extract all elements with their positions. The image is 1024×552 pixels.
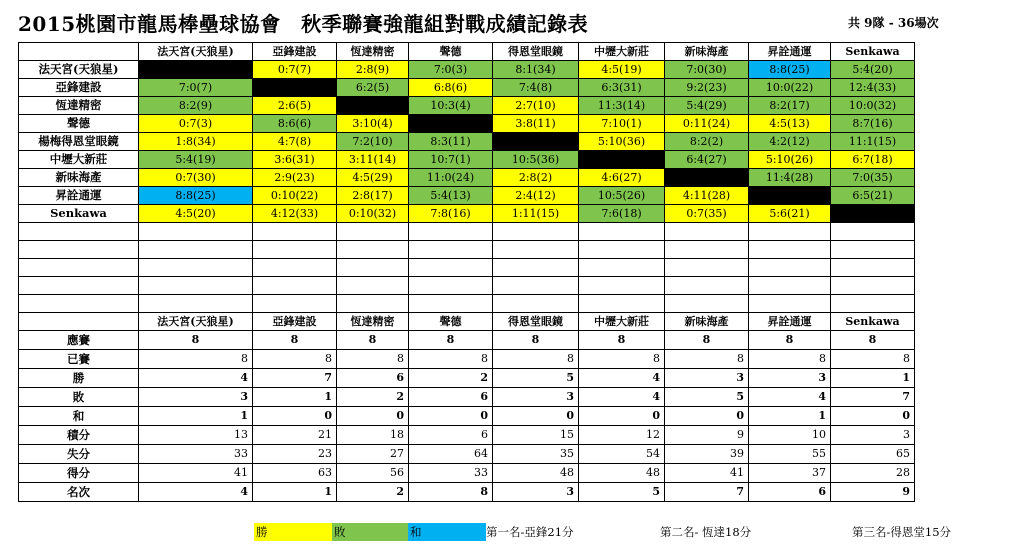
result-cell: 10:5(36) (493, 151, 579, 169)
summary-value: 63 (253, 464, 337, 483)
summary-value: 4 (579, 369, 665, 388)
blank-row (19, 223, 915, 241)
summary-row (19, 445, 915, 464)
summary-row (19, 407, 915, 426)
blank-cell (665, 223, 749, 241)
blank-cell (831, 277, 915, 295)
legend-tie: 和 (408, 523, 486, 541)
result-cell: 8:8(25) (749, 61, 831, 79)
results-team-header: 昇詮通運 (749, 43, 831, 61)
result-cell: 7:10(1) (579, 115, 665, 133)
result-cell: 5:4(29) (665, 97, 749, 115)
results-team-header: 新味海產 (665, 43, 749, 61)
blank-row (19, 295, 915, 313)
row-team-label: 新味海產 (19, 169, 139, 187)
blank-cell (337, 259, 409, 277)
blank-cell (493, 223, 579, 241)
summary-value: 8 (579, 350, 665, 369)
results-corner-cell (19, 43, 139, 61)
legend-first-place: 第一名-亞鋒21分 (486, 525, 574, 539)
self-match-cell (831, 205, 915, 223)
result-cell: 0:7(7) (253, 61, 337, 79)
result-cell: 6:2(5) (337, 79, 409, 97)
blank-cell (19, 277, 139, 295)
self-match-cell (749, 187, 831, 205)
summary-value: 1 (253, 388, 337, 407)
summary-team-header: 昇詮通運 (749, 313, 831, 331)
summary-value: 6 (337, 369, 409, 388)
result-cell: 7:0(3) (409, 61, 493, 79)
summary-row (19, 388, 915, 407)
result-cell: 8:2(2) (665, 133, 749, 151)
result-cell: 4:2(12) (749, 133, 831, 151)
summary-value: 4 (139, 483, 253, 502)
summary-value: 0 (493, 407, 579, 426)
results-team-header: 中壢大新莊 (579, 43, 665, 61)
result-cell: 8:2(9) (139, 97, 253, 115)
summary-value: 41 (665, 464, 749, 483)
legend-loss: 敗 (332, 523, 410, 541)
blank-cell (579, 295, 665, 313)
summary-value: 3 (749, 369, 831, 388)
self-match-cell (337, 97, 409, 115)
blank-cell (579, 277, 665, 295)
blank-cell (493, 259, 579, 277)
summary-value: 56 (337, 464, 409, 483)
results-row (19, 151, 915, 169)
result-cell: 6:7(18) (831, 151, 915, 169)
summary-label: 和 (19, 407, 139, 426)
summary-value: 15 (493, 426, 579, 445)
summary-value: 8 (831, 350, 915, 369)
summary-team-header: 恆達精密 (337, 313, 409, 331)
blank-row (19, 259, 915, 277)
summary-label: 得分 (19, 464, 139, 483)
result-cell: 1:11(15) (493, 205, 579, 223)
summary-value: 27 (337, 445, 409, 464)
result-cell: 11:3(14) (579, 97, 665, 115)
result-cell: 4:6(27) (579, 169, 665, 187)
summary-value: 33 (139, 445, 253, 464)
summary-value: 8 (409, 331, 493, 350)
result-cell: 0:7(30) (139, 169, 253, 187)
summary-value: 6 (749, 483, 831, 502)
summary-label: 失分 (19, 445, 139, 464)
blank-cell (139, 241, 253, 259)
result-cell: 9:2(23) (665, 79, 749, 97)
summary-row (19, 426, 915, 445)
summary-value: 4 (139, 369, 253, 388)
summary-value: 0 (831, 407, 915, 426)
result-cell: 6:8(6) (409, 79, 493, 97)
summary-value: 33 (409, 464, 493, 483)
summary-row (19, 369, 915, 388)
result-cell: 3:10(4) (337, 115, 409, 133)
self-match-cell (493, 133, 579, 151)
summary-value: 54 (579, 445, 665, 464)
summary-value: 13 (139, 426, 253, 445)
result-cell: 10:3(4) (409, 97, 493, 115)
summary-value: 48 (493, 464, 579, 483)
result-cell: 4:5(19) (579, 61, 665, 79)
summary-value: 3 (493, 483, 579, 502)
blank-cell (831, 295, 915, 313)
blank-cell (831, 259, 915, 277)
summary-value: 2 (337, 483, 409, 502)
summary-label: 敗 (19, 388, 139, 407)
result-cell: 7:6(18) (579, 205, 665, 223)
result-cell: 0:10(32) (337, 205, 409, 223)
summary-value: 64 (409, 445, 493, 464)
result-cell: 5:4(13) (409, 187, 493, 205)
blank-cell (579, 241, 665, 259)
legend-win: 勝 (254, 523, 332, 541)
result-cell: 4:5(13) (749, 115, 831, 133)
summary-value: 6 (409, 426, 493, 445)
result-cell: 12:4(33) (831, 79, 915, 97)
summary-team-header: 中壢大新莊 (579, 313, 665, 331)
blank-cell (19, 295, 139, 313)
summary-label: 已賽 (19, 350, 139, 369)
result-cell: 6:4(27) (665, 151, 749, 169)
result-cell: 5:4(20) (831, 61, 915, 79)
result-cell: 7:4(8) (493, 79, 579, 97)
summary-value: 8 (831, 331, 915, 350)
row-team-label: 聲德 (19, 115, 139, 133)
self-match-cell (253, 79, 337, 97)
result-cell: 4:5(20) (139, 205, 253, 223)
blank-cell (409, 223, 493, 241)
blank-cell (579, 223, 665, 241)
blank-cell (665, 241, 749, 259)
blank-cell (493, 295, 579, 313)
result-cell: 10:5(26) (579, 187, 665, 205)
summary-value: 0 (409, 407, 493, 426)
blank-cell (19, 223, 139, 241)
summary-value: 39 (665, 445, 749, 464)
result-cell: 2:8(17) (337, 187, 409, 205)
results-team-header: Senkawa (831, 43, 915, 61)
row-team-label: 恆達精密 (19, 97, 139, 115)
blank-cell (749, 277, 831, 295)
blank-cell (19, 241, 139, 259)
result-cell: 2:8(2) (493, 169, 579, 187)
result-cell: 4:12(33) (253, 205, 337, 223)
summary-value: 35 (493, 445, 579, 464)
results-row (19, 97, 915, 115)
row-team-label: Senkawa (19, 205, 139, 223)
summary-value: 8 (665, 331, 749, 350)
result-cell: 4:5(29) (337, 169, 409, 187)
results-row (19, 169, 915, 187)
blank-cell (409, 241, 493, 259)
blank-cell (409, 295, 493, 313)
summary-value: 0 (253, 407, 337, 426)
results-row (19, 61, 915, 79)
result-cell: 10:0(22) (749, 79, 831, 97)
results-table (18, 42, 915, 502)
result-cell: 10:0(32) (831, 97, 915, 115)
result-cell: 3:8(11) (493, 115, 579, 133)
blank-cell (665, 295, 749, 313)
summary-value: 8 (337, 350, 409, 369)
summary-value: 10 (749, 426, 831, 445)
summary-value: 8 (139, 331, 253, 350)
result-cell: 8:8(25) (139, 187, 253, 205)
row-team-label: 楊梅得恩堂眼鏡 (19, 133, 139, 151)
summary-value: 3 (831, 426, 915, 445)
summary-value: 23 (253, 445, 337, 464)
blank-cell (337, 277, 409, 295)
summary-value: 4 (749, 388, 831, 407)
summary-value: 8 (253, 331, 337, 350)
summary-value: 8 (337, 331, 409, 350)
summary-value: 18 (337, 426, 409, 445)
self-match-cell (665, 169, 749, 187)
result-cell: 4:11(28) (665, 187, 749, 205)
summary-value: 21 (253, 426, 337, 445)
summary-team-header: 得恩堂眼鏡 (493, 313, 579, 331)
page-title: 2015桃園市龍馬棒壘球協會 秋季聯賽強龍組對戰成績記錄表 (18, 12, 589, 36)
self-match-cell (409, 115, 493, 133)
result-cell: 5:10(36) (579, 133, 665, 151)
summary-team-header: 新味海產 (665, 313, 749, 331)
row-team-label: 昇詮通運 (19, 187, 139, 205)
result-cell: 5:10(26) (749, 151, 831, 169)
summary-value: 1 (253, 483, 337, 502)
results-team-header: 法天宮(天狼星) (139, 43, 253, 61)
result-cell: 8:2(17) (749, 97, 831, 115)
result-cell: 2:8(9) (337, 61, 409, 79)
summary-value: 8 (749, 350, 831, 369)
blank-cell (253, 295, 337, 313)
row-team-label: 亞鋒建設 (19, 79, 139, 97)
blank-cell (337, 241, 409, 259)
summary-value: 28 (831, 464, 915, 483)
blank-cell (831, 241, 915, 259)
summary-value: 9 (665, 426, 749, 445)
results-row (19, 79, 915, 97)
blank-cell (665, 259, 749, 277)
summary-value: 7 (253, 369, 337, 388)
result-cell: 11:1(15) (831, 133, 915, 151)
summary-value: 8 (749, 331, 831, 350)
summary-team-header: Senkawa (831, 313, 915, 331)
summary-value: 1 (139, 407, 253, 426)
summary-value: 8 (579, 331, 665, 350)
summary-value: 4 (579, 388, 665, 407)
results-row (19, 115, 915, 133)
summary-value: 8 (409, 350, 493, 369)
summary-value: 5 (665, 388, 749, 407)
blank-cell (337, 223, 409, 241)
self-match-cell (579, 151, 665, 169)
result-cell: 1:8(34) (139, 133, 253, 151)
result-cell: 11:4(28) (749, 169, 831, 187)
summary-value: 3 (139, 388, 253, 407)
blank-row (19, 277, 915, 295)
summary-value: 3 (493, 388, 579, 407)
summary-row (19, 483, 915, 502)
blank-cell (749, 259, 831, 277)
summary-team-header: 聲德 (409, 313, 493, 331)
self-match-cell (139, 61, 253, 79)
summary-label: 應賽 (19, 331, 139, 350)
legend-third-place: 第三名-得恩堂15分 (852, 525, 952, 539)
result-cell: 2:7(10) (493, 97, 579, 115)
blank-cell (579, 259, 665, 277)
summary-value: 9 (831, 483, 915, 502)
result-cell: 7:0(30) (665, 61, 749, 79)
blank-cell (749, 295, 831, 313)
summary-value: 65 (831, 445, 915, 464)
result-cell: 5:4(19) (139, 151, 253, 169)
summary-value: 1 (749, 407, 831, 426)
result-cell: 2:9(23) (253, 169, 337, 187)
summary-value: 8 (253, 350, 337, 369)
summary-value: 8 (409, 483, 493, 502)
result-cell: 4:7(8) (253, 133, 337, 151)
result-cell: 8:1(34) (493, 61, 579, 79)
summary-value: 0 (337, 407, 409, 426)
results-team-header: 恆達精密 (337, 43, 409, 61)
summary-value: 7 (665, 483, 749, 502)
result-cell: 10:7(1) (409, 151, 493, 169)
legend-second-place: 第二名- 恆達18分 (660, 525, 752, 539)
result-cell: 8:6(6) (253, 115, 337, 133)
summary-value: 41 (139, 464, 253, 483)
summary-row (19, 464, 915, 483)
summary-row (19, 331, 915, 350)
blank-cell (253, 259, 337, 277)
blank-cell (19, 259, 139, 277)
blank-cell (493, 277, 579, 295)
blank-row (19, 241, 915, 259)
summary-value: 6 (409, 388, 493, 407)
summary-value: 5 (493, 369, 579, 388)
results-team-header: 聲德 (409, 43, 493, 61)
blank-cell (749, 223, 831, 241)
team-count: 共 9隊 - 36場次 (848, 16, 939, 30)
summary-team-header: 亞鋒建設 (253, 313, 337, 331)
result-cell: 3:6(31) (253, 151, 337, 169)
summary-value: 0 (665, 407, 749, 426)
result-cell: 6:5(21) (831, 187, 915, 205)
summary-team-header: 法天宮(天狼星) (139, 313, 253, 331)
summary-value: 2 (409, 369, 493, 388)
results-team-header: 得恩堂眼鏡 (493, 43, 579, 61)
blank-cell (409, 277, 493, 295)
results-row (19, 187, 915, 205)
summary-value: 8 (139, 350, 253, 369)
blank-cell (139, 277, 253, 295)
summary-value: 0 (579, 407, 665, 426)
summary-label: 勝 (19, 369, 139, 388)
summary-value: 7 (831, 388, 915, 407)
summary-value: 8 (665, 350, 749, 369)
blank-cell (253, 241, 337, 259)
summary-value: 48 (579, 464, 665, 483)
blank-cell (139, 259, 253, 277)
result-cell: 5:6(21) (749, 205, 831, 223)
summary-value: 3 (665, 369, 749, 388)
result-cell: 7:0(7) (139, 79, 253, 97)
blank-cell (493, 241, 579, 259)
summary-corner-cell (19, 313, 139, 331)
summary-value: 12 (579, 426, 665, 445)
result-cell: 0:7(35) (665, 205, 749, 223)
summary-header-row (19, 313, 915, 331)
row-team-label: 法天宮(天狼星) (19, 61, 139, 79)
result-cell: 8:3(11) (409, 133, 493, 151)
result-cell: 2:4(12) (493, 187, 579, 205)
results-row (19, 133, 915, 151)
summary-label: 名次 (19, 483, 139, 502)
blank-cell (253, 223, 337, 241)
summary-value: 8 (493, 331, 579, 350)
summary-value: 37 (749, 464, 831, 483)
result-cell: 0:7(3) (139, 115, 253, 133)
blank-cell (139, 223, 253, 241)
blank-cell (139, 295, 253, 313)
summary-value: 1 (831, 369, 915, 388)
blank-cell (337, 295, 409, 313)
summary-value: 5 (579, 483, 665, 502)
result-cell: 3:11(14) (337, 151, 409, 169)
summary-value: 55 (749, 445, 831, 464)
results-header-row (19, 43, 915, 61)
row-team-label: 中壢大新莊 (19, 151, 139, 169)
result-cell: 7:8(16) (409, 205, 493, 223)
results-team-header: 亞鋒建設 (253, 43, 337, 61)
blank-cell (409, 259, 493, 277)
blank-cell (253, 277, 337, 295)
blank-cell (831, 223, 915, 241)
result-cell: 0:11(24) (665, 115, 749, 133)
result-cell: 7:0(35) (831, 169, 915, 187)
blank-cell (665, 277, 749, 295)
results-row (19, 205, 915, 223)
result-cell: 11:0(24) (409, 169, 493, 187)
result-cell: 7:2(10) (337, 133, 409, 151)
summary-label: 積分 (19, 426, 139, 445)
result-cell: 6:3(31) (579, 79, 665, 97)
summary-value: 8 (493, 350, 579, 369)
result-cell: 0:10(22) (253, 187, 337, 205)
result-cell: 8:7(16) (831, 115, 915, 133)
summary-row (19, 350, 915, 369)
result-cell: 2:6(5) (253, 97, 337, 115)
blank-cell (749, 241, 831, 259)
summary-value: 2 (337, 388, 409, 407)
